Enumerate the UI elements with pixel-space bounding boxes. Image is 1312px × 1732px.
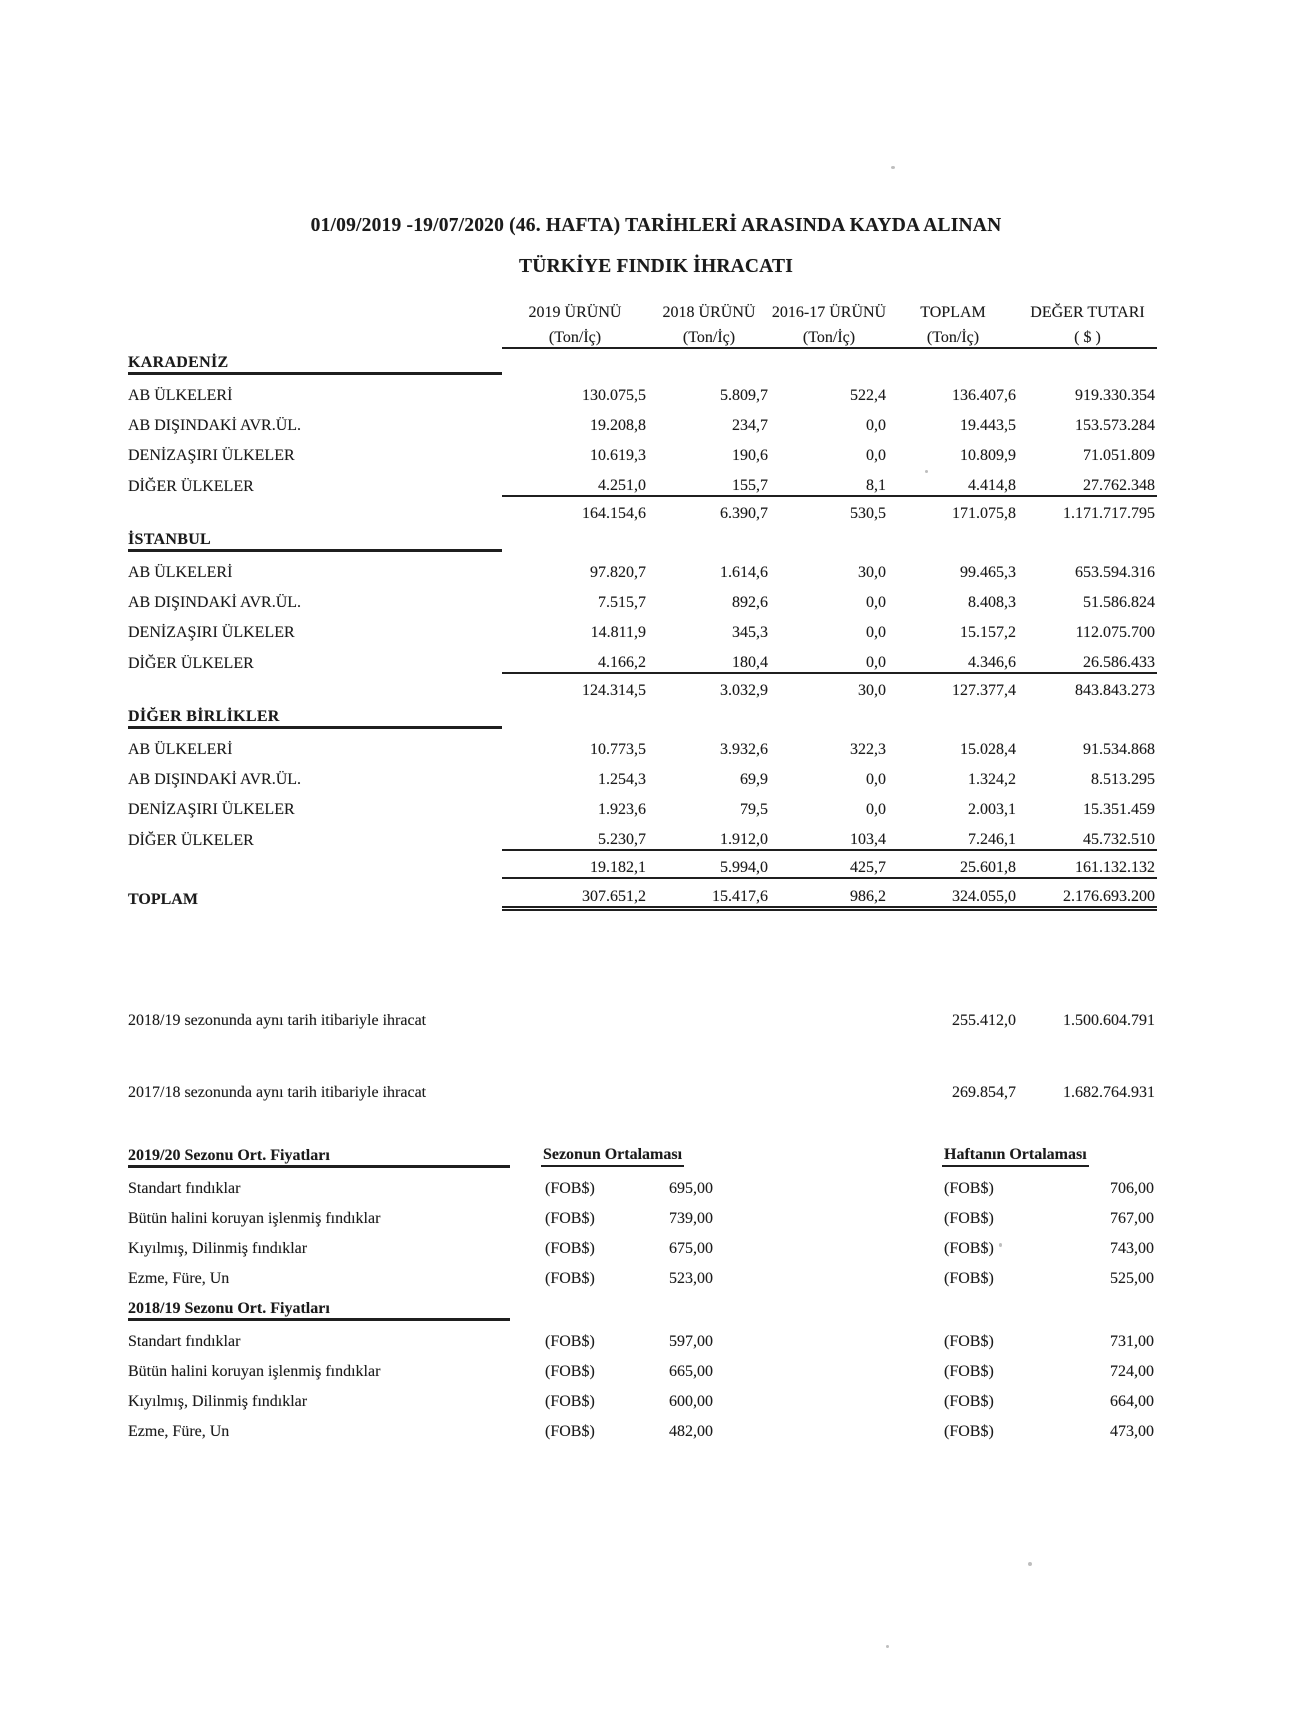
value-cell: 919.330.354 bbox=[1075, 387, 1155, 404]
week-price: 525,00 bbox=[1110, 1270, 1155, 1287]
value-cell: 0,0 bbox=[770, 642, 888, 673]
season-price: 739,00 bbox=[669, 1210, 713, 1227]
price-row bbox=[128, 1167, 1156, 1199]
section-subtotal-row bbox=[128, 496, 1157, 523]
week-price: 724,00 bbox=[1110, 1363, 1154, 1380]
value-cell: 130.075,5 bbox=[582, 387, 646, 404]
value-cell: 180,4 bbox=[648, 642, 770, 673]
week-price: 706,00 bbox=[1110, 1180, 1155, 1197]
column-unit-row bbox=[128, 322, 1157, 348]
value-cell: 26.586.433 bbox=[1018, 642, 1157, 673]
grand-total-cell: 307.651,2 bbox=[502, 878, 648, 909]
row-label: DİĞER ÜLKELER bbox=[128, 832, 254, 849]
section-subtotal-row bbox=[128, 850, 1157, 878]
value-cell: 5.809,7 bbox=[720, 387, 768, 404]
section-header-row bbox=[128, 702, 1157, 728]
subtotal-cell: 3.032,9 bbox=[720, 682, 768, 699]
price-row-label: Ezme, Füre, Un bbox=[128, 1423, 230, 1440]
week-price: 731,00 bbox=[1110, 1333, 1154, 1350]
row-label: AB DIŞINDAKİ AVR.ÜL. bbox=[128, 417, 302, 434]
value-cell: 8.408,3 bbox=[968, 594, 1016, 611]
value-cell: 1.324,2 bbox=[968, 771, 1016, 788]
value-cell: 91.534.868 bbox=[1083, 741, 1155, 758]
grand-total-cell: 15.417,6 bbox=[648, 878, 770, 909]
comparison-deger: 1.500.604.791 bbox=[1063, 1012, 1155, 1029]
row-label: AB ÜLKELERİ bbox=[128, 741, 233, 758]
value-cell: 0,0 bbox=[866, 594, 886, 611]
column-unit: (Ton/İç) bbox=[502, 322, 648, 348]
value-cell: 2.003,1 bbox=[968, 801, 1016, 818]
price-header-row bbox=[128, 1135, 1156, 1167]
value-cell: 14.811,9 bbox=[590, 624, 646, 641]
value-cell: 45.732.510 bbox=[1018, 819, 1157, 850]
value-cell: 4.166,2 bbox=[502, 642, 648, 673]
fob-label: (FOB$) bbox=[944, 1333, 994, 1350]
row-label: DİĞER ÜLKELER bbox=[128, 478, 254, 495]
subtotal-cell: 530,5 bbox=[850, 505, 886, 522]
scan-speck bbox=[925, 470, 928, 473]
section-name: DİĞER BİRLİKLER bbox=[128, 702, 502, 728]
fob-label: (FOB$) bbox=[545, 1363, 595, 1380]
season-comparison bbox=[128, 1000, 1157, 1102]
value-cell: 10.773,5 bbox=[590, 741, 646, 758]
season-price: 600,00 bbox=[669, 1393, 713, 1410]
value-cell: 322,3 bbox=[850, 741, 886, 758]
scan-speck bbox=[891, 166, 895, 169]
value-cell: 69,9 bbox=[740, 771, 768, 788]
column-unit: (Ton/İç) bbox=[648, 322, 770, 348]
price-row-label: Standart fındıklar bbox=[128, 1333, 241, 1350]
price-row-label: Bütün halini koruyan işlenmiş fındıklar bbox=[128, 1210, 381, 1227]
comparison-toplam: 269.854,7 bbox=[952, 1084, 1016, 1101]
fob-label: (FOB$) bbox=[944, 1210, 994, 1227]
season-price: 665,00 bbox=[669, 1363, 713, 1380]
row-label: AB ÜLKELERİ bbox=[128, 564, 233, 581]
value-cell: 4.414,8 bbox=[888, 465, 1018, 496]
value-cell: 522,4 bbox=[850, 387, 886, 404]
value-cell: 136.407,6 bbox=[952, 387, 1016, 404]
price-header-row bbox=[128, 1288, 1156, 1320]
value-cell: 1.912,0 bbox=[648, 819, 770, 850]
subtotal-cell: 6.390,7 bbox=[720, 505, 768, 522]
value-cell: 79,5 bbox=[740, 801, 768, 818]
value-cell: 15.157,2 bbox=[960, 624, 1016, 641]
value-cell: 19.208,8 bbox=[590, 417, 646, 434]
price-row-label: Kıyılmış, Dilinmiş fındıklar bbox=[128, 1393, 308, 1410]
comparison-label: 2017/18 sezonunda aynı tarih itibariyle ihracat bbox=[128, 1084, 427, 1101]
price-table-2019-20 bbox=[128, 1135, 1156, 1288]
comparison-row bbox=[128, 1000, 1157, 1030]
price-row-label: Standart fındıklar bbox=[128, 1180, 241, 1197]
export-table bbox=[128, 300, 1157, 911]
week-average-header: Haftanın Ortalaması bbox=[942, 1146, 1089, 1167]
section-name: KARADENİZ bbox=[128, 348, 502, 374]
fob-label: (FOB$) bbox=[545, 1240, 595, 1257]
column-header: DEĞER TUTARI bbox=[1030, 304, 1145, 321]
week-price: 767,00 bbox=[1110, 1210, 1155, 1227]
row-label: AB DIŞINDAKİ AVR.ÜL. bbox=[128, 594, 302, 611]
table-row bbox=[128, 728, 1157, 760]
table-row bbox=[128, 435, 1157, 465]
grand-total-cell: 324.055,0 bbox=[888, 878, 1018, 909]
value-cell: 15.351.459 bbox=[1083, 801, 1155, 818]
grand-total-row bbox=[128, 878, 1157, 909]
fob-label: (FOB$) bbox=[944, 1270, 994, 1287]
subtotal-cell: 19.182,1 bbox=[502, 850, 648, 878]
value-cell: 1.254,3 bbox=[598, 771, 646, 788]
fob-label: (FOB$) bbox=[545, 1210, 595, 1227]
season-average-header: Sezonun Ortalaması bbox=[541, 1146, 684, 1167]
price-section-title: 2019/20 Sezonu Ort. Fiyatları bbox=[128, 1135, 510, 1167]
section-name: İSTANBUL bbox=[128, 525, 502, 551]
price-row bbox=[128, 1258, 1156, 1288]
value-cell: 7.246,1 bbox=[888, 819, 1018, 850]
table-row bbox=[128, 789, 1157, 819]
price-row-label: Ezme, Füre, Un bbox=[128, 1270, 230, 1287]
row-label: DENİZAŞIRI ÜLKELER bbox=[128, 801, 295, 818]
value-cell: 7.515,7 bbox=[598, 594, 646, 611]
fob-label: (FOB$) bbox=[545, 1270, 595, 1287]
document-title-line1: 01/09/2019 -19/07/2020 (46. HAFTA) TARİHLERİ ARASINDA KAYDA ALINAN bbox=[310, 215, 1002, 236]
grand-total-cell: 2.176.693.200 bbox=[1018, 878, 1157, 909]
table-row bbox=[128, 612, 1157, 642]
section-header-row bbox=[128, 348, 1157, 374]
value-cell: 103,4 bbox=[770, 819, 888, 850]
value-cell: 19.443,5 bbox=[960, 417, 1016, 434]
value-cell: 4.346,6 bbox=[888, 642, 1018, 673]
value-cell: 345,3 bbox=[732, 624, 768, 641]
subtotal-cell: 25.601,8 bbox=[888, 850, 1018, 878]
subtotal-cell: 1.171.717.795 bbox=[1063, 505, 1155, 522]
section-subtotal-row bbox=[128, 673, 1157, 700]
row-label: AB ÜLKELERİ bbox=[128, 387, 233, 404]
value-cell: 15.028,4 bbox=[960, 741, 1016, 758]
subtotal-cell: 5.994,0 bbox=[648, 850, 770, 878]
price-row bbox=[128, 1320, 1156, 1352]
season-price: 482,00 bbox=[669, 1423, 713, 1440]
price-table-2018-19 bbox=[128, 1288, 1156, 1441]
subtotal-cell: 127.377,4 bbox=[952, 682, 1016, 699]
column-header: 2016-17 ÜRÜNÜ bbox=[771, 304, 887, 321]
value-cell: 653.594.316 bbox=[1075, 564, 1155, 581]
scan-speck bbox=[886, 1645, 889, 1648]
price-row-label: Bütün halini koruyan işlenmiş fındıklar bbox=[128, 1363, 381, 1380]
table-row bbox=[128, 374, 1157, 406]
fob-label: (FOB$) bbox=[545, 1423, 595, 1440]
value-cell: 8,1 bbox=[770, 465, 888, 496]
column-unit: ( $ ) bbox=[1018, 322, 1157, 348]
value-cell: 234,7 bbox=[732, 417, 768, 434]
value-cell: 153.573.284 bbox=[1075, 417, 1155, 434]
season-price: 695,00 bbox=[669, 1180, 713, 1197]
row-label: DENİZAŞIRI ÜLKELER bbox=[128, 447, 295, 464]
value-cell: 155,7 bbox=[648, 465, 770, 496]
column-header-row bbox=[128, 300, 1157, 322]
scan-speck bbox=[999, 1243, 1002, 1247]
value-cell: 0,0 bbox=[866, 447, 886, 464]
price-row bbox=[128, 1381, 1156, 1411]
subtotal-cell: 843.843.273 bbox=[1075, 682, 1155, 699]
week-price: 664,00 bbox=[1110, 1393, 1154, 1410]
value-cell: 8.513.295 bbox=[1091, 771, 1155, 788]
column-unit: (Ton/İç) bbox=[888, 322, 1018, 348]
value-cell: 30,0 bbox=[858, 564, 886, 581]
comparison-row bbox=[128, 1030, 1157, 1102]
comparison-deger: 1.682.764.931 bbox=[1063, 1084, 1155, 1101]
table-row bbox=[128, 551, 1157, 583]
column-header: TOPLAM bbox=[920, 304, 986, 321]
value-cell: 5.230,7 bbox=[502, 819, 648, 850]
fob-label: (FOB$) bbox=[545, 1180, 595, 1197]
column-unit: (Ton/İç) bbox=[770, 322, 888, 348]
fob-label: (FOB$) bbox=[944, 1423, 994, 1440]
fob-label: (FOB$) bbox=[545, 1393, 595, 1410]
value-cell: 112.075.700 bbox=[1075, 624, 1155, 641]
value-cell: 10.619,3 bbox=[590, 447, 646, 464]
column-header: 2019 ÜRÜNÜ bbox=[528, 304, 622, 321]
subtotal-cell: 161.132.132 bbox=[1018, 850, 1157, 878]
table-row bbox=[128, 819, 1157, 850]
row-label: DENİZAŞIRI ÜLKELER bbox=[128, 624, 295, 641]
fob-label: (FOB$) bbox=[944, 1363, 994, 1380]
subtotal-cell: 30,0 bbox=[858, 682, 886, 699]
value-cell: 892,6 bbox=[732, 594, 768, 611]
subtotal-cell: 171.075,8 bbox=[952, 505, 1016, 522]
price-section-title: 2018/19 Sezonu Ort. Fiyatları bbox=[128, 1288, 510, 1320]
table-row bbox=[128, 582, 1157, 612]
comparison-label: 2018/19 sezonunda aynı tarih itibariyle ihracat bbox=[128, 1012, 427, 1029]
value-cell: 1.614,6 bbox=[720, 564, 768, 581]
value-cell: 3.932,6 bbox=[720, 741, 768, 758]
value-cell: 0,0 bbox=[866, 801, 886, 818]
value-cell: 0,0 bbox=[866, 417, 886, 434]
price-row bbox=[128, 1228, 1156, 1258]
value-cell: 0,0 bbox=[866, 624, 886, 641]
value-cell: 27.762.348 bbox=[1018, 465, 1157, 496]
comparison-toplam: 255.412,0 bbox=[952, 1012, 1016, 1029]
subtotal-cell: 124.314,5 bbox=[582, 682, 646, 699]
fob-label: (FOB$) bbox=[545, 1333, 595, 1350]
table-row bbox=[128, 405, 1157, 435]
season-price: 597,00 bbox=[669, 1333, 713, 1350]
season-price: 523,00 bbox=[669, 1270, 713, 1287]
column-header: 2018 ÜRÜNÜ bbox=[662, 304, 756, 321]
document-title-line2: TÜRKİYE FINDIK İHRACATI bbox=[518, 255, 794, 277]
table-row bbox=[128, 642, 1157, 673]
value-cell: 190,6 bbox=[732, 447, 768, 464]
value-cell: 97.820,7 bbox=[590, 564, 646, 581]
value-cell: 51.586.824 bbox=[1083, 594, 1155, 611]
value-cell: 0,0 bbox=[866, 771, 886, 788]
price-row bbox=[128, 1411, 1156, 1441]
document-title bbox=[0, 206, 1312, 288]
week-price: 473,00 bbox=[1110, 1423, 1154, 1440]
section-header-row bbox=[128, 525, 1157, 551]
price-row bbox=[128, 1198, 1156, 1228]
fob-label: (FOB$) bbox=[944, 1180, 994, 1197]
value-cell: 99.465,3 bbox=[960, 564, 1016, 581]
row-label: AB DIŞINDAKİ AVR.ÜL. bbox=[128, 771, 302, 788]
subtotal-cell: 425,7 bbox=[770, 850, 888, 878]
table-row bbox=[128, 759, 1157, 789]
fob-label: (FOB$) bbox=[944, 1393, 994, 1410]
price-row bbox=[128, 1351, 1156, 1381]
row-label: DİĞER ÜLKELER bbox=[128, 655, 254, 672]
subtotal-cell: 164.154,6 bbox=[582, 505, 646, 522]
table-row bbox=[128, 465, 1157, 496]
value-cell: 71.051.809 bbox=[1083, 447, 1155, 464]
value-cell: 4.251,0 bbox=[502, 465, 648, 496]
scan-speck bbox=[1028, 1562, 1032, 1566]
season-price: 675,00 bbox=[669, 1240, 713, 1257]
value-cell: 10.809,9 bbox=[960, 447, 1016, 464]
week-price: 743,00 bbox=[1110, 1240, 1155, 1257]
grand-total-label: TOPLAM bbox=[128, 890, 198, 908]
fob-label: (FOB$) bbox=[944, 1240, 994, 1257]
price-row-label: Kıyılmış, Dilinmiş fındıklar bbox=[128, 1240, 308, 1257]
value-cell: 1.923,6 bbox=[598, 801, 646, 818]
grand-total-cell: 986,2 bbox=[770, 878, 888, 909]
